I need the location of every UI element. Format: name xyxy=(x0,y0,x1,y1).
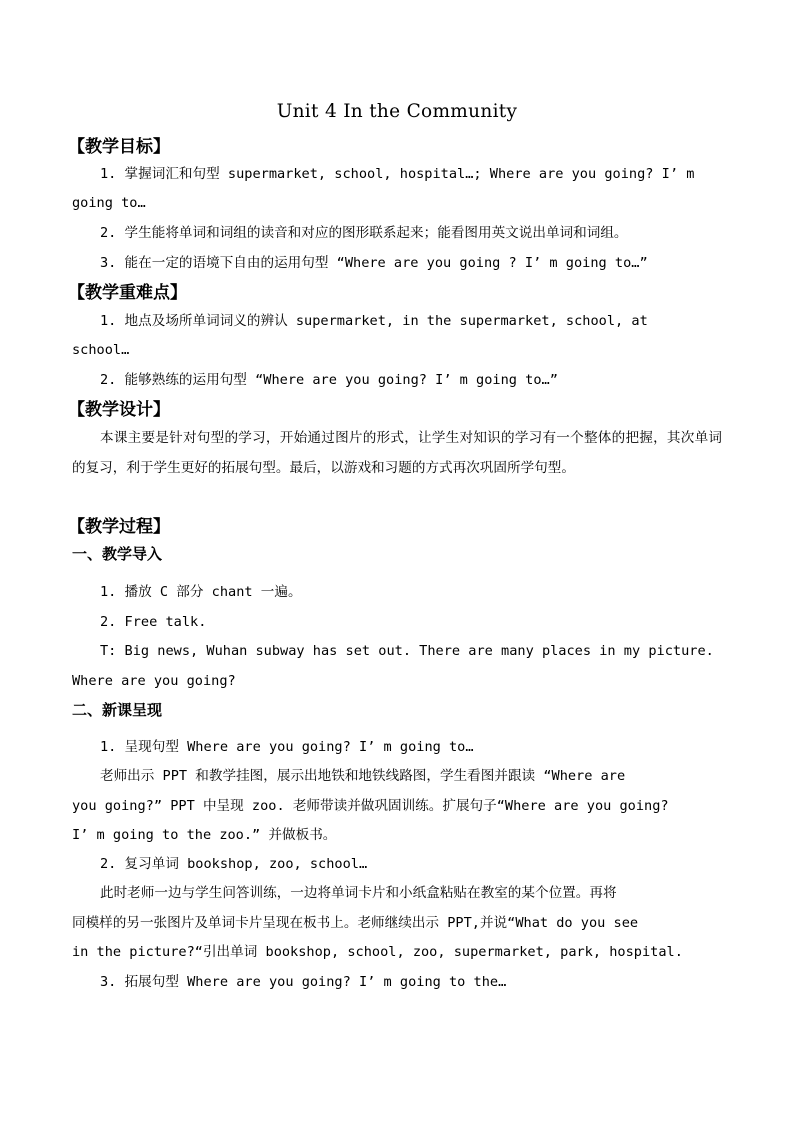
document-page xyxy=(68,0,722,1123)
process-part-2-item-2-para-line-2: 同模样的另一张图片及单词卡片呈现在板书上。老师继续出示 PPT,并说“What do you see xyxy=(72,915,639,931)
goal-item-2: 2. 学生能将单词和词组的读音和对应的图形联系起来；能看图用英文说出单词和词组。 xyxy=(100,225,628,241)
process-part-1-teacher-line-2: Where are you going? xyxy=(72,673,236,689)
process-part-2-item-3: 3. 拓展句型 Where are you going? I’ m going to the… xyxy=(100,974,507,990)
process-part-2-item-2: 2. 复习单词 bookshop, zoo, school… xyxy=(100,856,368,872)
process-part-2-title: 二、新课呈现 xyxy=(72,701,163,719)
process-part-1-item-1: 1. 播放 C 部分 chant 一遍。 xyxy=(100,584,302,600)
goal-item-1-line-1: 1. 掌握词汇和句型 supermarket, school, hospital…; Where are you going? I’ m xyxy=(100,166,695,182)
key-point-item-2: 2. 能够熟练的运用句型 “Where are you going? I’ m going to…” xyxy=(100,372,558,388)
section-heading-design: 【教学设计】 xyxy=(68,400,170,420)
process-part-2-item-1-para-line-2: you going?” PPT 中呈现 zoo. 老师带读并做巩固训练。扩展句子“Where are you going? xyxy=(72,798,669,814)
process-part-1-title: 一、教学导入 xyxy=(72,545,163,563)
process-part-2-item-1-para-line-3: I’ m going to the zoo.” 并做板书。 xyxy=(72,827,337,843)
section-heading-goals: 【教学目标】 xyxy=(68,137,170,157)
process-part-1-teacher-line-1: T: Big news, Wuhan subway has set out. There are many places in my picture. xyxy=(100,643,714,659)
goal-item-1-line-2: going to… xyxy=(72,195,146,211)
goal-item-3: 3. 能在一定的语境下自由的运用句型 “Where are you going ? I’ m going to…” xyxy=(100,255,648,271)
section-heading-process: 【教学过程】 xyxy=(68,517,170,537)
process-part-2-item-1: 1. 呈现句型 Where are you going? I’ m going to… xyxy=(100,739,474,755)
design-paragraph: 本课主要是针对句型的学习，开始通过图片的形式，让学生对知识的学习有一个整体的把握，其次单词的复习，利于学生更好的拓展句型。最后，以游戏和习题的方式再次巩固所学句型。 xyxy=(72,430,722,476)
key-point-item-1-line-2: school… xyxy=(72,342,130,358)
process-part-2-item-1-para-line-1: 老师出示 PPT 和教学挂图，展示出地铁和地铁线路图，学生看图并跟读 “Where are xyxy=(100,768,626,784)
document-title: Unit 4 In the Community xyxy=(276,101,518,122)
process-part-2-item-2-para-line-3: in the picture?“引出单词 bookshop, school, zoo, supermarket, park, hospital. xyxy=(72,944,683,960)
key-point-item-1-line-1: 1. 地点及场所单词词义的辨认 supermarket, in the supermarket, school, at xyxy=(100,313,648,329)
process-part-2-item-2-para-line-1: 此时老师一边与学生问答训练，一边将单词卡片和小纸盒粘贴在教室的某个位置。再将 xyxy=(100,885,617,901)
section-heading-key-points: 【教学重难点】 xyxy=(68,283,187,303)
process-part-1-item-2: 2. Free talk. xyxy=(100,614,207,630)
